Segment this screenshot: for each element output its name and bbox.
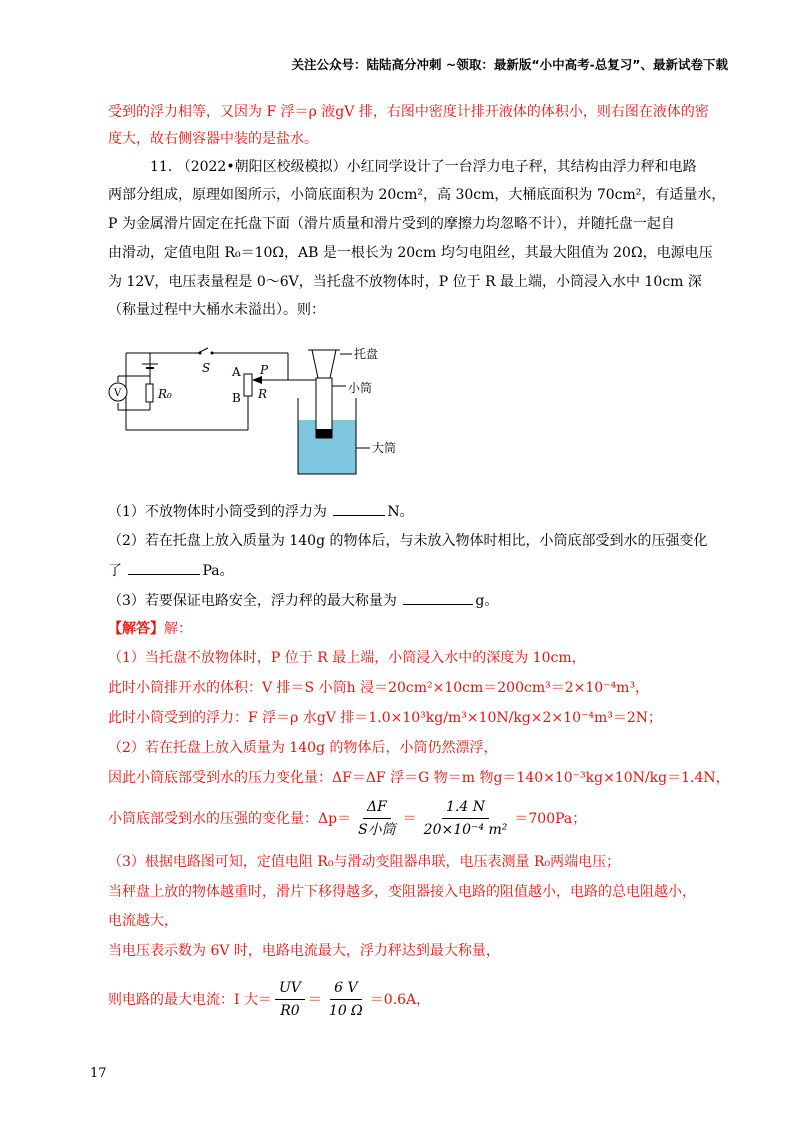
question-2-line-2: 了 Pa。 [108,560,234,581]
solution-line-9: 电流越大， [108,913,178,929]
label-big-tube: 大筒 [372,441,397,455]
solution-line-8: 当秤盘上放的物体越重时，滑片下移得越多，变阻器接入电路的阻值越小，电路的总电阻越小， [108,884,696,900]
solution-line-4: （2）若在托盘上放入质量为 140g 的物体后，小筒仍然漂浮， [108,740,498,756]
problem-line-3: P 为金属滑片固定在托盘下面（滑片质量和滑片受到的摩擦力均忽略不计），并随托盘一起自 [108,216,675,232]
voltmeter-label: V [114,388,122,399]
question-2-line-1: （2）若在托盘上放入质量为 140g 的物体后，与未放入物体时相比，小筒底部受到水的压强变化 [108,533,708,549]
fraction-value-pressure: $\frac{1.4 N}{\text{20×10⁻⁴ m²}}$ [423,799,508,838]
solution-line-11: 则电路的最大电流：I 大＝ $\frac{UV}{R0}$ ＝ $\frac{6 V}{10 \Omega}$ ＝0.6A， [108,980,431,1019]
solution-line-6: 小筒底部受到水的压强的变化量：Δp＝ $\frac{\Delta F}{\text{S小筒}}$ ＝ $\frac{1.4 N}{\text{20×10⁻⁴ m²}}$ ＝700Pa； [108,799,587,838]
question-1: （1）不放物体时小筒受到的浮力为 N。 [108,501,414,522]
label-p: P [260,363,269,377]
problem-line-2: 两部分组成，原理如图所示，小筒底面积为 20cm²，高 30cm，大桶底面积为 70cm²，有适量水， [108,187,726,203]
fraction-uv-over-r0: $\frac{UV}{R0}$ [275,978,305,1021]
page-number: 17 [90,1066,107,1081]
problem-line-4: 由滑动，定值电阻 R₀＝10Ω，AB 是一根长为 20cm 均匀电阻丝，其最大阻值为 20Ω，电源电压 [108,245,713,261]
solution-line-10: 当电压表示数为 6V 时，电路电流最大，浮力秤达到最大称量， [108,943,500,959]
answer-blank-3[interactable] [403,590,473,605]
slider-p [252,376,262,384]
circuit-diagram [108,340,418,480]
answer-blank-1[interactable] [333,501,385,516]
intro-line-2: 度大，故右侧容器中装的是盐水。 [108,131,318,147]
solution-line-1: （1）当托盘不放物体时，P 位于 R 最上端，小筒浸入水中的深度为 10cm， [108,650,586,666]
question-3: （3）若要保证电路安全，浮力秤的最大称量为 g。 [108,590,498,611]
solution-line-2: 此时小筒排开水的体积：V 排＝S 小筒h 浸＝20cm²×10cm＝200cm³＝2×10⁻⁴m³， [108,680,650,696]
label-r: R [258,387,268,401]
intro-line-1: 受到的浮力相等，又因为 F 浮＝ρ 液gV 排，右图中密度计排开液体的体积小，则右图在液体的密 [108,104,709,120]
page-header: 关注公众号：陆陆高分冲刺 ~领取：最新版“小中高考-总复习”、最新试卷下载 [291,57,728,72]
fraction-value-current: $\frac{6 V}{10 \Omega}$ [328,980,363,1019]
solution-line-5: 因此小筒底部受到水的压力变化量：ΔF＝ΔF 浮＝G 物＝m 物g＝140×10⁻³kg×10N/kg＝1.4N， [108,770,730,786]
label-tray: 托盘 [354,347,379,361]
label-small-tube: 小筒 [348,381,373,395]
fraction-delta-f-over-s: $\frac{\Delta F}{\text{S小筒}}$ [358,799,396,838]
label-b: B [232,391,241,405]
label-a: A [232,365,241,379]
problem-line-6: （称量过程中大桶水未溢出）。则： [108,302,325,318]
solution-header: 【解答】解： [108,621,192,637]
problem-line-1: 11. （2022•朝阳区校级模拟）小红同学设计了一台浮力电子秤，其结构由浮力秤和电路 [150,159,697,175]
answer-tag: 【解答】 [108,621,164,637]
solution-line-3: 此时小筒受到的浮力：F 浮＝ρ 水gV 排＝1.0×10³kg/m³×10N/kg×2×10⁻⁴m³＝2N； [108,710,663,726]
label-r0: R₀ [158,387,172,401]
resistor-r [244,374,252,396]
answer-blank-2[interactable] [128,560,200,575]
solution-line-7: （3）根据电路图可知，定值电阻 R₀与滑动变阻器串联，电压表测量 R₀两端电压； [108,854,621,870]
label-switch: S [202,361,211,375]
problem-line-5: 为 12V，电压表量程是 0～6V，当托盘不放物体时，P 位于 R 最上端，小筒浸入水中 10cm 深 [108,274,702,290]
resistor-r0 [146,384,153,402]
